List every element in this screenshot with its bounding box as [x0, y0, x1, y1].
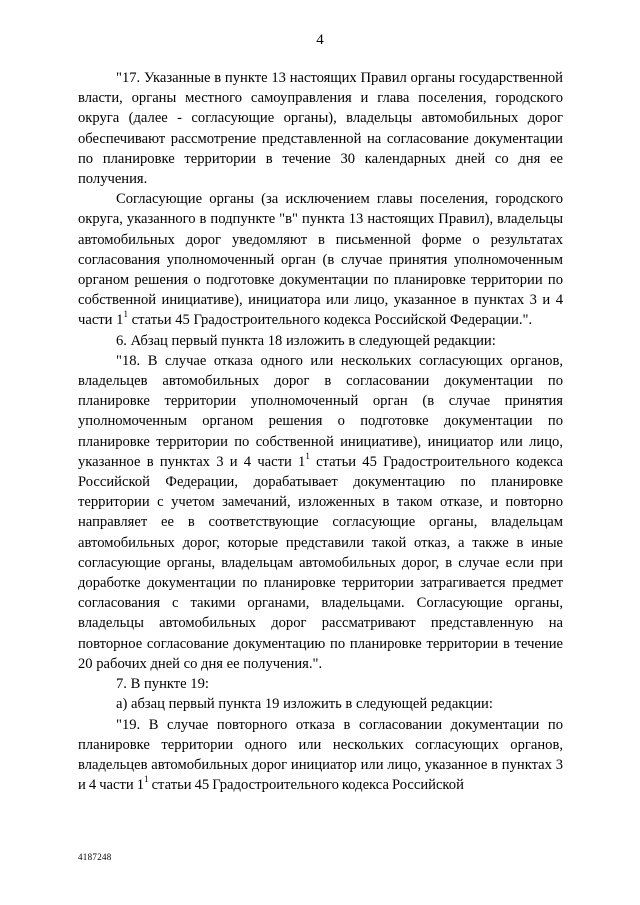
paragraph-17: "17. Указанные в пункте 13 настоящих Правил органы государственной власти, органы местного самоуправления и глава поселения, городского округа (далее - согласующие органы), владельцы автомобильных дорог обеспечивают рассмотрение представленной на согласование документации по планировке территории в течение 30 календарных дней со дня ее получения.: [78, 70, 563, 188]
superscript-index: 1: [144, 774, 149, 785]
superscript-index: 1: [305, 450, 310, 461]
paragraph-item-7: 7. В пункте 19:: [116, 676, 209, 693]
document-body: [78, 68, 563, 795]
document-id: 4187248: [78, 852, 112, 862]
paragraph-item-6: 6. Абзац первый пункта 18 изложить в следующей редакции:: [116, 332, 496, 349]
page-number: 4: [316, 32, 324, 48]
superscript-index: 1: [123, 309, 128, 320]
paragraph-19: "19. В случае повторного отказа в согласовании документации по планировке территории одного или нескольких согласующих органов, владельцев автомобильных дорог инициатор или лицо, указанное в пунктах 3 и 4 части $1^1$ статьи 45 Градостроительного кодекса Российской: [78, 716, 563, 794]
paragraph-18: "18. В случае отказа одного или нескольких согласующих органов, владельцев автомобильных дорог в согласовании документации по планировке территории уполномоченный орган (в случае принятия уполномоченным органом решения о подготовке документации по планировке территории по собственной инициативе), инициатор или лицо, указанное в пунктах 3 и 4 части $1^1$ статьи 45 Градостроительного кодекса Российской Федерации, дорабатывает документацию по планировке территории с учетом замечаний, изложенных в таком отказе, и повторно направляет ее в соответствующие согласующие органы, владельцам автомобильных дорог, которые представили такой отказ, а также в иные согласующие органы, владельцам автомобильных дорог, в случае если при доработке документации по планировке территории затрагивается предмет согласования с такими органами, владельцами. Согласующие органы, владельцы автомобильных дорог рассматривают представленную на повторное согласование документацию по планировке территории в течение 20 рабочих дней со дня ее получения.".: [78, 352, 563, 672]
paragraph-agencies-notify: Согласующие органы (за исключением главы поселения, городского округа, указанного в подпункте "в" пункта 13 настоящих Правил), владельцы автомобильных дорог уведомляют в письменной форме о результатах согласования уполномоченный орган (в случае принятия уполномоченным органом решения о подготовке документации по планировке территории по собственной инициативе), инициатора или лицо, указанное в пунктах 3 и 4 части $1^1$ статьи 45 Градостроительного кодекса Российской Федерации.".: [78, 191, 563, 329]
paragraph-subitem-a: а) абзац первый пункта 19 изложить в следующей редакции:: [116, 696, 493, 713]
